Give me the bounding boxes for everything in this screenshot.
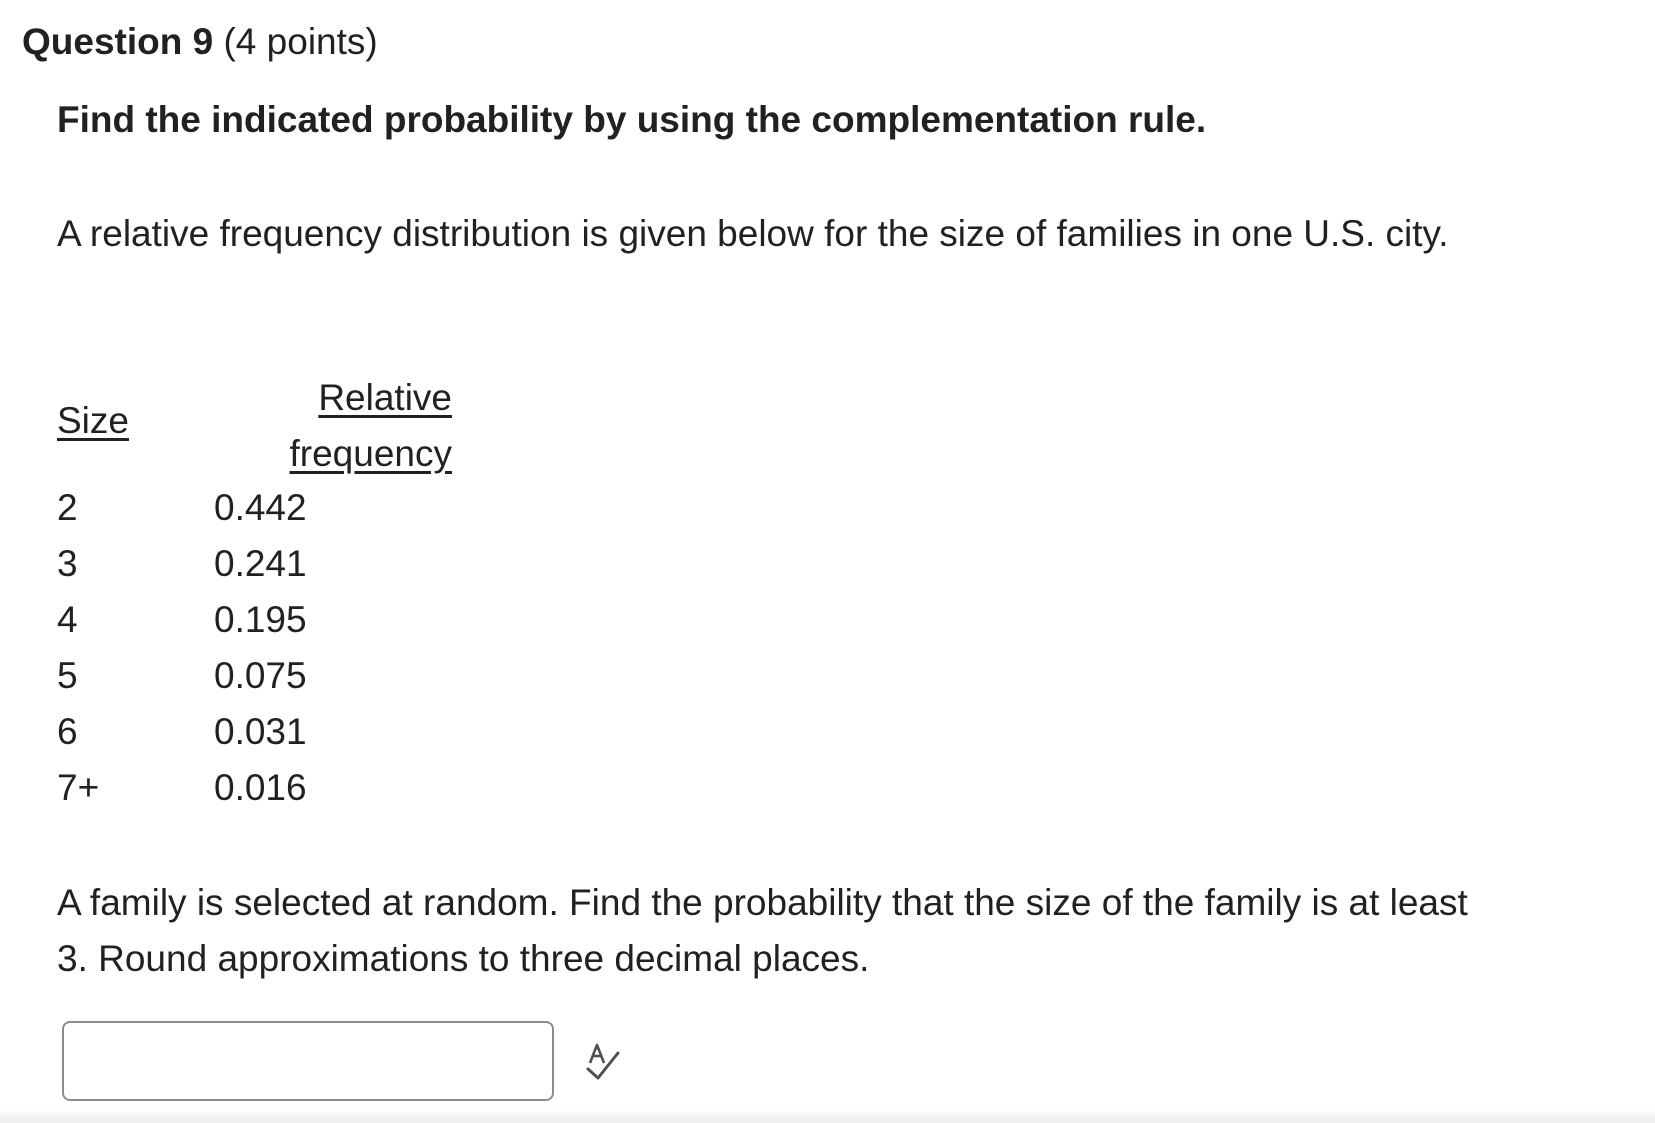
table-cell-relative-frequency: 0.195 (214, 599, 307, 640)
table-cell-relative-frequency: 0.016 (214, 767, 307, 808)
table-cell-size: 7+ (57, 767, 100, 808)
spellcheck-icon[interactable] (584, 1041, 624, 1085)
table-cell-size: 3 (57, 543, 78, 584)
table-cell-size: 2 (57, 487, 78, 528)
table-header-relative-frequency: Relative frequency (289, 377, 452, 474)
table-cell-size: 5 (57, 655, 78, 696)
question-header (22, 18, 378, 66)
table-header-size: Size (57, 400, 129, 441)
bottom-edge-shadow (0, 1109, 1655, 1123)
question-number: Question 9 (22, 21, 214, 62)
table-cell-relative-frequency: 0.241 (214, 543, 307, 584)
table-cell-relative-frequency: 0.442 (214, 487, 307, 528)
question-prompt: A family is selected at random. Find the probability that the size of the family is at least 3. Round approximations to three decimal places. (57, 882, 1468, 979)
table-cell-size: 4 (57, 599, 78, 640)
question-intro: A relative frequency distribution is given below for the size of families in one U.S. city. (57, 213, 1449, 254)
table-cell-size: 6 (57, 711, 78, 752)
table-cell-relative-frequency: 0.031 (214, 711, 307, 752)
answer-input[interactable] (62, 1021, 554, 1101)
question-instruction: Find the indicated probability by using the complementation rule. (57, 99, 1207, 140)
question-points: (4 points) (223, 21, 378, 62)
table-cell-relative-frequency: 0.075 (214, 655, 307, 696)
